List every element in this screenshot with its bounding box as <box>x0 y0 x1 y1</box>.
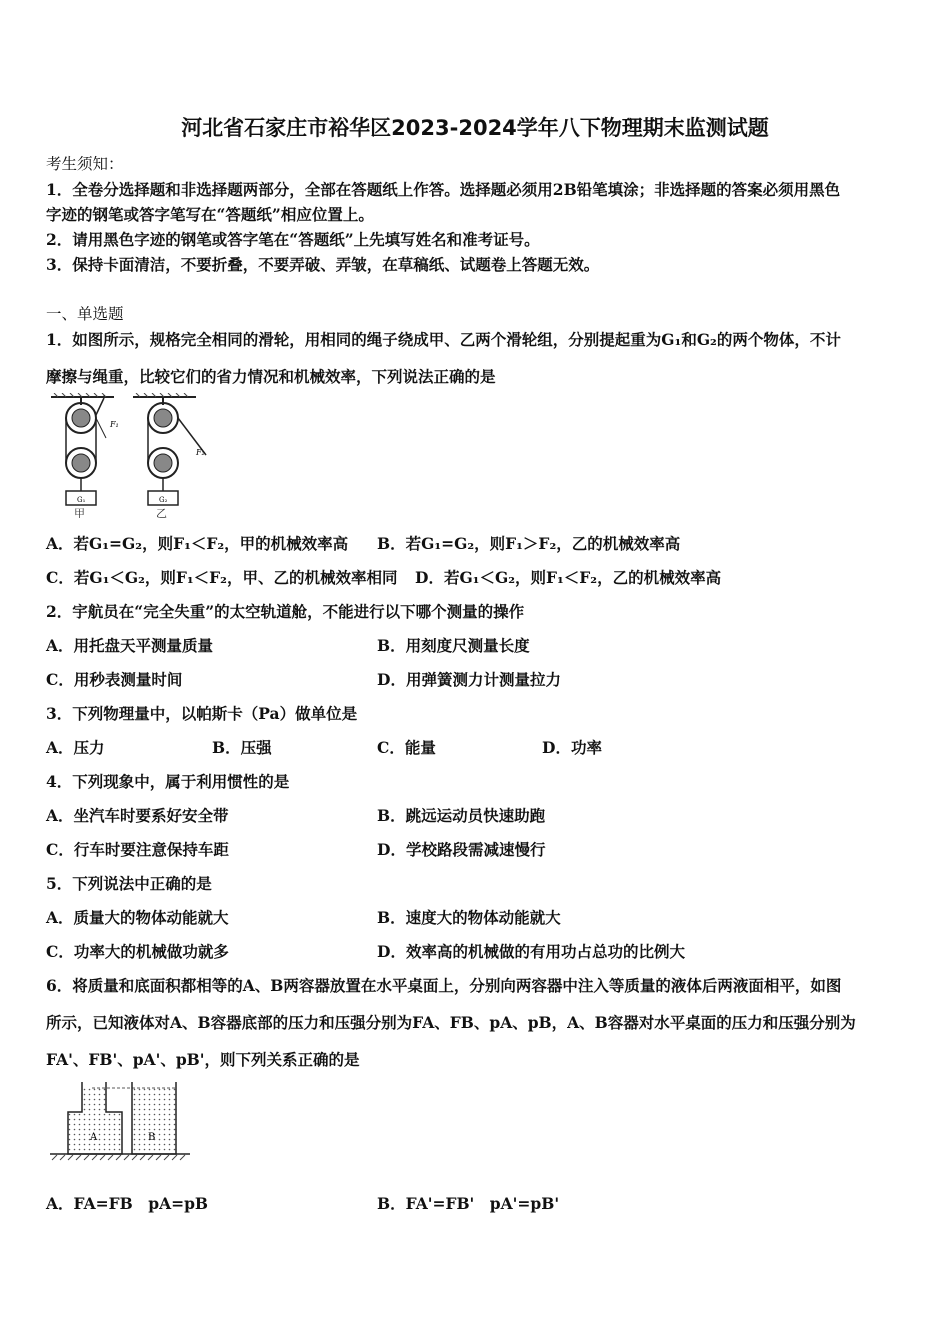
q1-option-c: C．若G₁＜G₂，则F₁＜F₂，甲、乙的机械效率相同 <box>46 568 398 587</box>
q6-stem-line-2: 所示，已知液体对A、B容器底部的压力和压强分别为FA、FB、pA、pB，A、B容器对水平桌面的压力和压强分别为 <box>46 1013 856 1032</box>
q5-option-c: C．功率大的机械做功就多 <box>46 942 229 961</box>
q5-stem: 5．下列说法中正确的是 <box>46 874 212 893</box>
q2-option-c: C．用秒表测量时间 <box>46 670 183 689</box>
jia-label: 甲 <box>74 507 85 518</box>
q6-option-b: B．FA'=FB' pA'=pB' <box>377 1194 560 1213</box>
page-title: 河北省石家庄市裕华区2023-2024学年八下物理期末监测试题 <box>181 116 769 140</box>
q6-stem-line-3: FA'、FB'、pA'、pB'，则下列关系正确的是 <box>46 1050 360 1069</box>
yi-label: 乙 <box>156 507 167 518</box>
q3-option-a: A．压力 <box>46 738 105 757</box>
q1-option-b: B．若G₁=G₂，则F₁＞F₂，乙的机械效率高 <box>377 534 681 553</box>
q4-option-c: C．行车时要注意保持车距 <box>46 840 229 859</box>
q3-option-c: C．能量 <box>377 738 436 757</box>
q5-option-d: D．效率高的机械做的有用功占总功的比例大 <box>377 942 685 961</box>
q1-stem-line-1: 1．如图所示，规格完全相同的滑轮，用相同的绳子绕成甲、乙两个滑轮组，分别提起重为G₁和G₂的两个物体，不计 <box>46 330 841 349</box>
notice-line-4: 3．保持卡面清洁，不要折叠，不要弄破、弄皱，在草稿纸、试题卷上答题无效。 <box>46 255 600 274</box>
q5-option-b: B．速度大的物体动能就大 <box>377 908 561 927</box>
q6-stem-line-1: 6．将质量和底面积都相等的A、B两容器放置在水平桌面上，分别向两容器中注入等质量的液体后两液面相平，如图 <box>46 976 842 995</box>
q1-stem-line-2: 摩擦与绳重，比较它们的省力情况和机械效率，下列说法正确的是 <box>46 367 496 386</box>
q4-option-b: B．跳远运动员快速助跑 <box>377 806 546 825</box>
q2-option-a: A．用托盘天平测量质量 <box>46 636 214 655</box>
q1-option-a: A．若G₁=G₂，则F₁＜F₂，甲的机械效率高 <box>46 534 349 553</box>
f2-label: F₂ <box>196 448 205 457</box>
containers-figure <box>48 1078 193 1168</box>
container-b-label: B <box>148 1132 156 1143</box>
g2-label: G₂ <box>159 496 168 504</box>
q6-option-a: A．FA=FB pA=pB <box>46 1194 209 1213</box>
q4-stem: 4．下列现象中，属于利用惯性的是 <box>46 772 290 791</box>
section-heading: 一、单选题 <box>46 305 124 323</box>
q2-stem: 2．宇航员在“完全失重”的太空轨道舱，不能进行以下哪个测量的操作 <box>46 602 525 621</box>
q4-option-d: D．学校路段需减速慢行 <box>377 840 546 859</box>
notice-heading: 考生须知： <box>46 155 124 173</box>
q2-option-b: B．用刻度尺测量长度 <box>377 636 530 655</box>
q1-option-d: D．若G₁＜G₂，则F₁＜F₂，乙的机械效率高 <box>415 568 722 587</box>
pulley-figure <box>46 393 226 518</box>
q3-stem: 3．下列物理量中，以帕斯卡（Pa）做单位是 <box>46 704 358 723</box>
q2-option-d: D．用弹簧测力计测量拉力 <box>377 670 561 689</box>
g1-label: G₁ <box>77 496 86 504</box>
notice-line-3: 2．请用黑色字迹的钢笔或答字笔在“答题纸”上先填写姓名和准考证号。 <box>46 230 540 249</box>
notice-line-1: 1．全卷分选择题和非选择题两部分，全部在答题纸上作答。选择题必须用2B铅笔填涂；非选择题的答案必须用黑色 <box>46 180 841 199</box>
f1-label: F₁ <box>110 420 119 429</box>
q3-option-b: B．压强 <box>212 738 272 757</box>
container-a-label: A <box>90 1132 98 1143</box>
q3-option-d: D．功率 <box>542 738 602 757</box>
notice-line-2: 字迹的钢笔或答字笔写在“答题纸”相应位置上。 <box>46 205 374 224</box>
q4-option-a: A．坐汽车时要系好安全带 <box>46 806 229 825</box>
q5-option-a: A．质量大的物体动能就大 <box>46 908 229 927</box>
